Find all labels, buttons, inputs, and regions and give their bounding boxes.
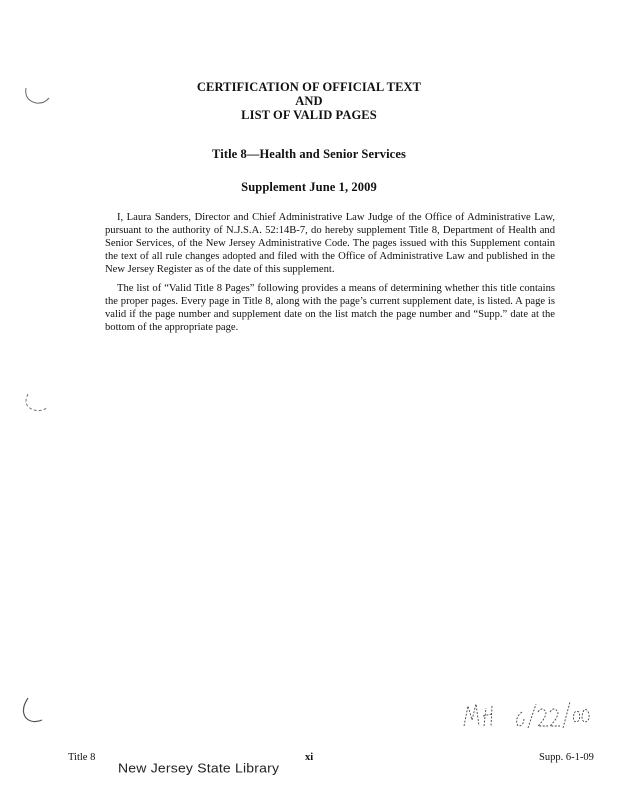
title-subheading: Title 8—Health and Senior Services bbox=[212, 147, 406, 161]
footer-title: Title 8 bbox=[68, 752, 96, 763]
footer-page-number: xi bbox=[305, 752, 314, 763]
handwritten-initials-date bbox=[462, 696, 592, 734]
footer-supplement-date: Supp. 6-1-09 bbox=[539, 752, 594, 763]
certification-heading-line1: CERTIFICATION OF OFFICIAL TEXT bbox=[196, 80, 422, 94]
certification-heading-line2: AND bbox=[295, 94, 323, 108]
certification-heading-line3: LIST OF VALID PAGES bbox=[241, 108, 377, 122]
certification-paragraph: I, Laura Sanders, Director and Chief Administrative Law Judge of the Office of Administrative Law, pursuant to the authority of N.J.S.A. 52:14B-7, do hereby supplement Title 8, Department of Health and Senior Services, of the New Jersey Administrative Code. The pages issued with this Supplement contain the text of all rule changes adopted and filed with the Office of Administrative Law and published in the New Jersey Register as of the date of this supplement. bbox=[105, 212, 555, 275]
library-stamp: New Jersey State Library bbox=[118, 760, 280, 776]
punch-hole-mark-bottom bbox=[20, 696, 50, 726]
punch-hole-mark-middle bbox=[22, 392, 52, 416]
valid-pages-paragraph: The list of “Valid Title 8 Pages” following provides a means of determining whether this title contains the proper pages. Every page in Title 8, along with the page’s current supplement date, is listed. A page is valid if the page number and supplement date on the list match the page number and “Supp.” date at the bottom of the appropriate page. bbox=[105, 283, 555, 333]
supplement-date-heading: Supplement June 1, 2009 bbox=[241, 180, 377, 194]
